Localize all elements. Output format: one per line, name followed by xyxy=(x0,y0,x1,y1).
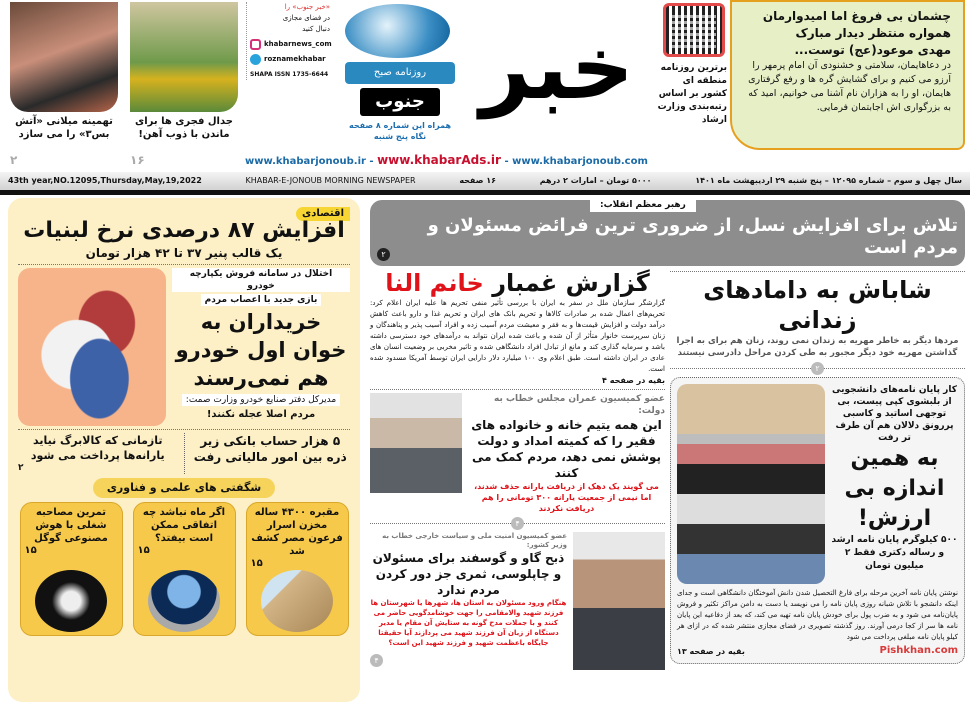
teaser-football[interactable]: جدال فجری ها برای ماندن با ذوب آهن! xyxy=(135,116,233,140)
card-title: مقبره ۴۳۰۰ ساله مخزن اسرار فرعون مصر کشف شد xyxy=(251,507,343,557)
issn: SHAPA ISSN 1735-6644 xyxy=(250,71,329,78)
info-bar xyxy=(0,172,970,190)
brief-subsidies[interactable]: تازمانی که کالابرگ نیاید یارانه‌ها پرداخت می شود xyxy=(30,434,165,462)
watermark-logo: Pishkhan.com xyxy=(879,645,958,656)
car-kicker: اختلال در سامانه فروش یکپارچه خودرو xyxy=(172,268,350,292)
message-bold: همواره منتظر دیدار مبارک xyxy=(795,26,951,40)
thesis-box xyxy=(670,377,965,664)
car-kicker: بازی جدید با اعصاب مردم xyxy=(201,294,322,306)
article3-page: ۴ xyxy=(370,654,383,667)
science-card-pyramid[interactable] xyxy=(246,502,349,636)
economy-section xyxy=(8,198,360,702)
message-box xyxy=(730,0,965,150)
thesis-sub: ۵۰۰ کیلوگرم پایان نامه ارشد و رساله دکتری فقط ۲ میلیون تومان xyxy=(831,535,958,571)
english-name: KHABAR-E-JONOUB MORNING NEWSPAPER xyxy=(245,176,416,185)
banner-page: ۲ xyxy=(377,248,390,261)
science-card-ai[interactable] xyxy=(20,502,123,636)
article2-kicker: عضو کمیسیون عمران مجلس خطاب به دولت: xyxy=(494,394,665,416)
science-title: شگفتی های علمی و فناوری xyxy=(93,478,275,498)
continued-link[interactable]: بقیه در صفحه ۴ xyxy=(602,376,665,385)
teaser-milani[interactable]: تهمینه میلانی «آتش بس۳» را می سازد xyxy=(15,116,113,140)
right-headline[interactable]: شاباش به دامادهای زندانی xyxy=(703,276,932,334)
url-link[interactable]: www.khabarjonoub.com xyxy=(512,156,648,167)
url-line: www.khabarjonoub.ir - www.khabarAds.ir - www.khabarjonoub.com xyxy=(245,153,648,167)
divider xyxy=(0,190,970,195)
divider xyxy=(370,523,511,524)
message-bold: چشمان بی فروغ اما امیدوارمان xyxy=(762,9,951,23)
right-page: ۲ xyxy=(811,362,824,375)
social-intro: در فضای مجازی xyxy=(282,14,330,22)
divider xyxy=(18,429,350,430)
persian-date: سال چهل و سوم – شماره ۱۲۰۹۵ – پنج شنبه ۲۹ اردیبهشت ماه ۱۴۰۱ xyxy=(695,176,962,185)
headline-red: خانم النا xyxy=(385,269,484,297)
right-subhead: مردها دیگر به خاطر مهریه به زندان نمی روند، زنان هم برای به اجرا گذاشتن مهریه خود دیگر مجبور به طی کردن مراحل دادرسی نیستند xyxy=(676,336,959,358)
url-link[interactable]: www.khabarAds.ir xyxy=(377,153,501,167)
thesis-body: نوشتن پایان نامه آخرین مرحله برای فارغ التحصیل شدن دانش آموختگان دانشگاهی است و جدای اینکه دانشجو با تلاش شبانه روزی پایان نامه را می نویسد یا دست به دامن مراکز تکثیر و فروش پایان‌نامه می شود و به ضرب پول برای خودش پایان نامه تهیه می کند، که بعد از دفاعیه این پایان نامه ها سر از کجا درمی آورند. روز گذشته تصویری در فضای مجازی منتشر شده که در ازای هر کیلو پایان نامه مبلغی پرداخت می شود xyxy=(677,589,958,641)
english-date: 43th year,NO.12095,Thursday,May,19,2022 xyxy=(8,176,202,185)
divider xyxy=(524,523,665,524)
card-title: اگر ماه نباشد چه اتفاقی ممکن است بیفتد؟ xyxy=(142,507,226,544)
science-card-moon[interactable] xyxy=(133,502,236,636)
right-column xyxy=(670,268,965,704)
article2-headline[interactable]: این همه یتیم خانه و خانواده های فقیر را که کمیته امداد و دولت پوشش نمی دهد، مردم کمک می کنند xyxy=(471,418,662,480)
newspaper-logo: خبر xyxy=(479,16,635,119)
mp-photo[interactable] xyxy=(370,393,462,493)
headline-black: گزارش غمبار xyxy=(492,269,650,297)
teaser-page: ۲ xyxy=(10,153,18,167)
banner-headline[interactable]: تلاش برای افزایش نسل، از ضروری ترین فرائض مسئولان و مردم است xyxy=(427,215,958,258)
earth-moon-image xyxy=(148,570,220,632)
message-text: در دعاهایمان، سلامتی و خشنودی آن امام پرمهر را آرزو می کنیم و برای گشایش گره ها و رفع گرفتاری هایمان، او را به هزاران نام آشنا می خوانیم، امید که به بزرگواری اش اجابتمان فرمایی. xyxy=(748,60,951,113)
social-box xyxy=(246,2,330,80)
theses-trash-photo[interactable] xyxy=(677,384,825,584)
telegram-handle[interactable]: roznamekhabar xyxy=(264,55,326,63)
telegram-icon xyxy=(250,54,261,65)
instagram-handle[interactable]: khabarnews_com xyxy=(264,40,332,48)
card-page: ۱۵ xyxy=(137,545,150,556)
thesis-headline[interactable]: به همین اندازه بی ارزش! xyxy=(844,446,945,531)
divider xyxy=(18,264,350,265)
price: ۵۰۰۰ تومان – امارات ۲ درهم xyxy=(539,176,652,185)
logo-subtitle: جنوب xyxy=(360,88,440,116)
economy-headline[interactable]: افزایش ۸۷ درصدی نرخ لبنیات xyxy=(23,218,345,243)
article3-red: هنگام ورود مسئولان به استان ها، شهرها یا شهرستان ها فرزند شهید والامقامی را جهت خوشامدگویی حاضر می کنند و با جملات مدح گونه به ستایش آن مقام یا مدیر دستگاه از زبان آن فرزند شهید می پردازند آیا حقیقتا جایگاه باعظمت شهید و فرزند شهید این است؟ xyxy=(370,599,567,647)
article3-kicker: عضو کمیسیون امنیت ملی و سیاست خارجی خطاب به وزیر کشور: xyxy=(382,532,567,549)
url-link[interactable]: www.khabarjonoub.ir xyxy=(245,156,366,167)
divider xyxy=(370,389,665,390)
brief-page: ۲ xyxy=(18,463,24,473)
article2-red: می گویند یک دهک از دریافت یارانه حذف شدند، اما نیمی از جمعیت یارانه ۳۰۰ تومانی را هم دریافت نکردند xyxy=(474,482,659,513)
instagram-icon xyxy=(250,39,261,50)
social-intro: «خبر جنوب» را xyxy=(284,3,330,11)
car-headline[interactable]: خریداران به خوان اول خودرو هم نمی‌رسند xyxy=(175,310,347,390)
issue-note: همراه این شماره ۸ صفحه نگاه پنج شنبه xyxy=(349,121,451,141)
divider xyxy=(184,433,185,474)
brief-bank-accounts[interactable]: ۵ هزار حساب بانکی زیر ذره بین امور مالیاتی رفت xyxy=(193,434,347,464)
car-quote: مردم اصلا عجله نکنند! xyxy=(206,409,316,420)
section-tag: اقتصادی xyxy=(296,207,350,221)
card-page: ۱۵ xyxy=(250,558,263,569)
divider xyxy=(824,368,965,369)
middle-body: گزارشگر سازمان ملل در سفر به ایران با بررسی تأثیر منفی تحریم ها علیه ایران اعلام کرد: تحریم‌های اعمال شده بر صادرات کالاها و تحریم بانک های ایران و تحریم غذا و دارو باعث کاهش درآمد دولت و افزایش قیمت‌ها و به فقر و معیشت مردم آسیب زده و افراد آسیب پذیر و پناهندگان و زنان سرپرست خانوار متأثر از آن شده و باعث شده ایران نتواند به درآمدهای خود دسترسی داشته باشد و سرمایه گذاری کند و مانع از تبادل افراد دانشگاهی شده و تاثیر مخربی بر وضعیت انسان های عادی در ایران داشته است. طبق اعلام وی ۱۰۰ میلیارد دلار دارایی ایران توسط آمریکا مسدود شده است. xyxy=(370,299,665,373)
pyramid-image xyxy=(261,570,333,632)
divider xyxy=(670,271,965,272)
cars-photo[interactable] xyxy=(18,268,166,426)
tagline: برترین روزنامه منطقه ای کشور بر اساس رتبه‌بندی وزارت ارشاد xyxy=(657,63,727,125)
economy-subhead: یک قالب پنیر ۳۷ تا ۴۲ هزار تومان xyxy=(85,246,283,260)
card-page: ۱۵ xyxy=(24,545,37,556)
article2-page: ۴ xyxy=(511,517,524,530)
qr-code-icon[interactable] xyxy=(663,3,725,57)
thesis-kicker: کار پایان نامه‌های دانشجویی از بلبشوی کپی پیست، بی توجهی اساتید و کاسبی پررونق دلالان هم آن طرف تر رفت xyxy=(832,385,957,443)
teaser-photo-milani[interactable] xyxy=(10,2,118,112)
globe-logo-icon xyxy=(345,4,450,58)
interview-image xyxy=(35,570,107,632)
divider xyxy=(670,368,811,369)
continued-link[interactable]: بقیه در صفحه ۱۳ xyxy=(677,646,745,656)
middle-headline[interactable] xyxy=(370,268,665,298)
article3-headline[interactable]: ذبح گاو و گوسفند برای مسئولان و چاپلوسی، ثمری جز دور کردن مردم ندارد xyxy=(372,551,565,597)
card-title: تمرین مصاحبه شغلی با هوش مصنوعی گوگل xyxy=(34,507,108,544)
message-bold: مهدی موعود(عج) توست... xyxy=(794,43,951,57)
middle-column xyxy=(370,268,665,706)
mp2-photo[interactable] xyxy=(573,532,665,670)
teaser-photo-football[interactable] xyxy=(130,2,238,112)
teaser-page: ۱۶ xyxy=(130,153,145,167)
banner-kicker: رهبر معظم انقلاب: xyxy=(590,199,696,212)
logo-ribbon: روزنامه صبح xyxy=(345,62,455,84)
page-count: ۱۶ صفحه xyxy=(459,176,496,185)
social-intro: دنبال کنید xyxy=(302,25,330,33)
car-quote-source: مدیرکل دفتر صنایع خودرو وزارت صمت: xyxy=(182,394,340,406)
